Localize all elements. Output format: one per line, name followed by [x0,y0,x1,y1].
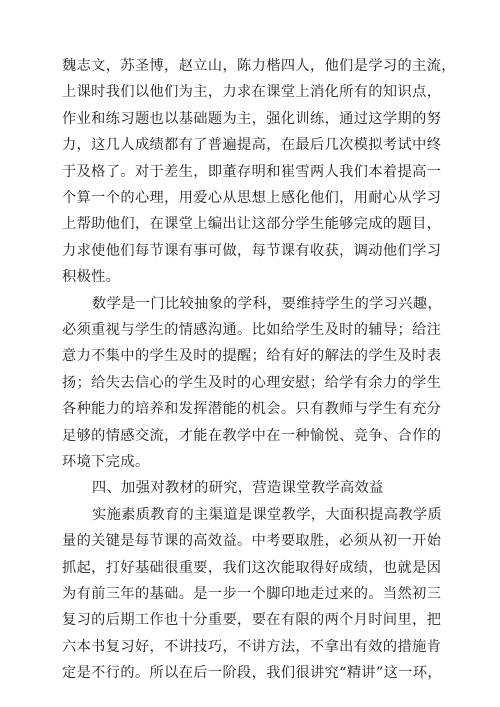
text-line: 积极性。 [62,269,121,285]
text-line: 个算一个的心理，用爱心从思想上感化他们，用耐心从学习 [62,190,442,206]
paragraph-first-line: 实施素质教育的主渠道是课堂教学，大面积提高教学质 [92,507,443,523]
text-line: 力，这几人成绩都有了普遍提高，在最后几次模拟考试中终 [62,137,442,153]
text-line: 为有前三年的基础。是一步一个脚印地走过来的。当然初三 [62,586,442,602]
text-line: 复习的后期工作也十分重要，要在有限的两个月时间里，把 [62,612,442,628]
text-line: 六本书复习好，不讲技巧，不讲方法，不拿出有效的措施肯 [62,639,442,655]
text-line: 抓起，打好基础很重要，我们这次能取得好成绩，也就是因 [62,560,442,576]
text-line: 作业和练习题也以基础题为主，强化训练，通过这学期的努 [62,111,442,127]
text-line: 意力不集中的学生及时的提醒；给有好的解法的学生及时表 [62,348,442,364]
text-line: 各种能力的培养和发挥潜能的机会。只有教师与学生有充分 [62,401,442,417]
section-heading: 四、加强对教材的研究，营造课堂教学高效益 [92,480,384,496]
paragraph-first-line: 数学是一门比较抽象的学科，要维持学生的学习兴趣， [92,296,443,312]
text-line: 量的关键是每节课的高效益。中考要取胜，必须从初一开始 [62,533,442,549]
text-line: 上帮助他们，在课堂上编出让这部分学生能够完成的题目， [62,216,442,232]
text-line: 于及格了。对于差生，即董存明和崔雪两人我们本着提高一 [62,164,442,180]
text-line: 定是不行的。所以在后一阶段，我们很讲究“精讲”这一环， [62,665,442,681]
text-line: 上课时我们以他们为主，力求在课堂上消化所有的知识点， [62,84,442,100]
text-line: 必须重视与学生的情感沟通。比如给学生及时的辅导；给注 [62,322,442,338]
text-line: 扬；给失去信心的学生及时的心理安慰；给学有余力的学生 [62,375,442,391]
text-line: 足够的情感交流，才能在教学中在一种愉悦、竞争、合作的 [62,428,442,444]
text-line: 力求使他们每节课有事可做，每节课有收获，调动他们学习 [62,243,442,259]
text-line: 魏志文，苏圣博，赵立山，陈力楷四人，他们是学习的主流， [62,58,456,74]
text-line: 环境下完成。 [62,454,150,470]
